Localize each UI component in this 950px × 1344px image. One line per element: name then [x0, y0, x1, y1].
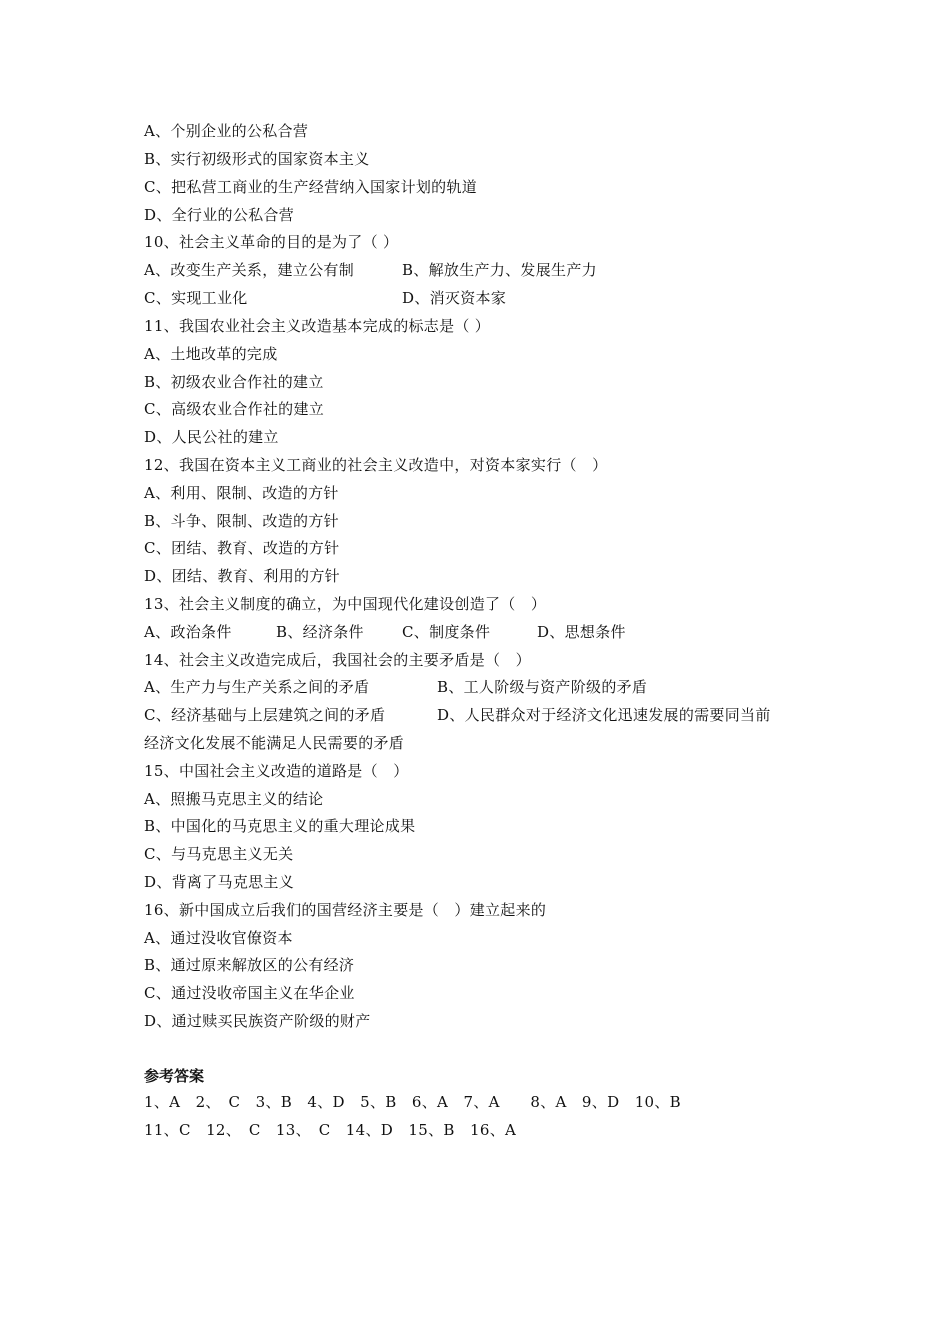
- q13-option-c: C、制度条件: [402, 623, 491, 641]
- q11-option-c: C、高级农业合作社的建立: [144, 400, 325, 418]
- q13-option-b: B、经济条件: [276, 623, 364, 641]
- q13-option-a: A、政治条件: [144, 623, 232, 641]
- q11-option-b: B、初级农业合作社的建立: [144, 373, 324, 391]
- q14-stem: 14、社会主义改造完成后，我国社会的主要矛盾是（ ）: [144, 651, 531, 669]
- q10-stem: 10、社会主义革命的目的是为了（ ）: [144, 233, 399, 251]
- q14-option-d: D、人民群众对于经济文化迅速发展的需要同当前: [437, 706, 771, 724]
- q9-option-b: B、实行初级形式的国家资本主义: [144, 150, 370, 168]
- q14-option-b: B、工人阶级与资产阶级的矛盾: [437, 678, 648, 696]
- q15-option-b: B、中国化的马克思主义的重大理论成果: [144, 817, 416, 835]
- q12-option-b: B、斗争、限制、改造的方针: [144, 512, 339, 530]
- q10-option-b: B、解放生产力、发展生产力: [402, 261, 597, 279]
- q16-stem: 16、新中国成立后我们的国营经济主要是（ ）建立起来的: [144, 901, 547, 919]
- q10-option-d: D、消灭资本家: [402, 289, 507, 307]
- q14-option-c: C、经济基础与上层建筑之间的矛盾: [144, 706, 386, 724]
- q16-option-b: B、通过原来解放区的公有经济: [144, 956, 355, 974]
- q13-stem: 13、社会主义制度的确立，为中国现代化建设创造了（ ）: [144, 595, 547, 613]
- q9-option-d: D、全行业的公私合营: [144, 206, 295, 224]
- q15-option-a: A、照搬马克思主义的结论: [144, 790, 324, 808]
- q12-stem: 12、我国在资本主义工商业的社会主义改造中，对资本家实行（ ）: [144, 456, 608, 474]
- q15-option-c: C、与马克思主义无关: [144, 845, 294, 863]
- q9-option-a: A、个别企业的公私合营: [144, 122, 309, 140]
- q14-option-a: A、生产力与生产关系之间的矛盾: [144, 678, 370, 696]
- q12-option-d: D、团结、教育、利用的方针: [144, 567, 340, 585]
- q13-option-d: D、思想条件: [537, 623, 626, 641]
- q15-option-d: D、背离了马克思主义: [144, 873, 295, 891]
- q11-stem: 11、我国农业社会主义改造基本完成的标志是（ ）: [144, 317, 491, 335]
- q11-option-a: A、土地改革的完成: [144, 345, 278, 363]
- answers-heading: 参考答案: [144, 1067, 205, 1085]
- q11-option-d: D、人民公社的建立: [144, 428, 279, 446]
- q16-option-d: D、通过赎买民族资产阶级的财产: [144, 1012, 371, 1030]
- q15-stem: 15、中国社会主义改造的道路是（ ）: [144, 762, 409, 780]
- answers-row-2: 11、C 12、 C 13、 C 14、D 15、B 16、A: [144, 1121, 517, 1139]
- q12-option-c: C、团结、教育、改造的方针: [144, 539, 340, 557]
- q9-option-c: C、把私营工商业的生产经营纳入国家计划的轨道: [144, 178, 478, 196]
- q16-option-a: A、通过没收官僚资本: [144, 929, 293, 947]
- q16-option-c: C、通过没收帝国主义在华企业: [144, 984, 355, 1002]
- q10-option-a: A、改变生产关系，建立公有制: [144, 261, 355, 279]
- answers-row-1: 1、A 2、 C 3、B 4、D 5、B 6、A 7、A 8、A 9、D 10、B: [144, 1093, 682, 1111]
- q14-option-d-continued: 经济文化发展不能满足人民需要的矛盾: [144, 734, 405, 752]
- q12-option-a: A、利用、限制、改造的方针: [144, 484, 339, 502]
- q10-option-c: C、实现工业化: [144, 289, 248, 307]
